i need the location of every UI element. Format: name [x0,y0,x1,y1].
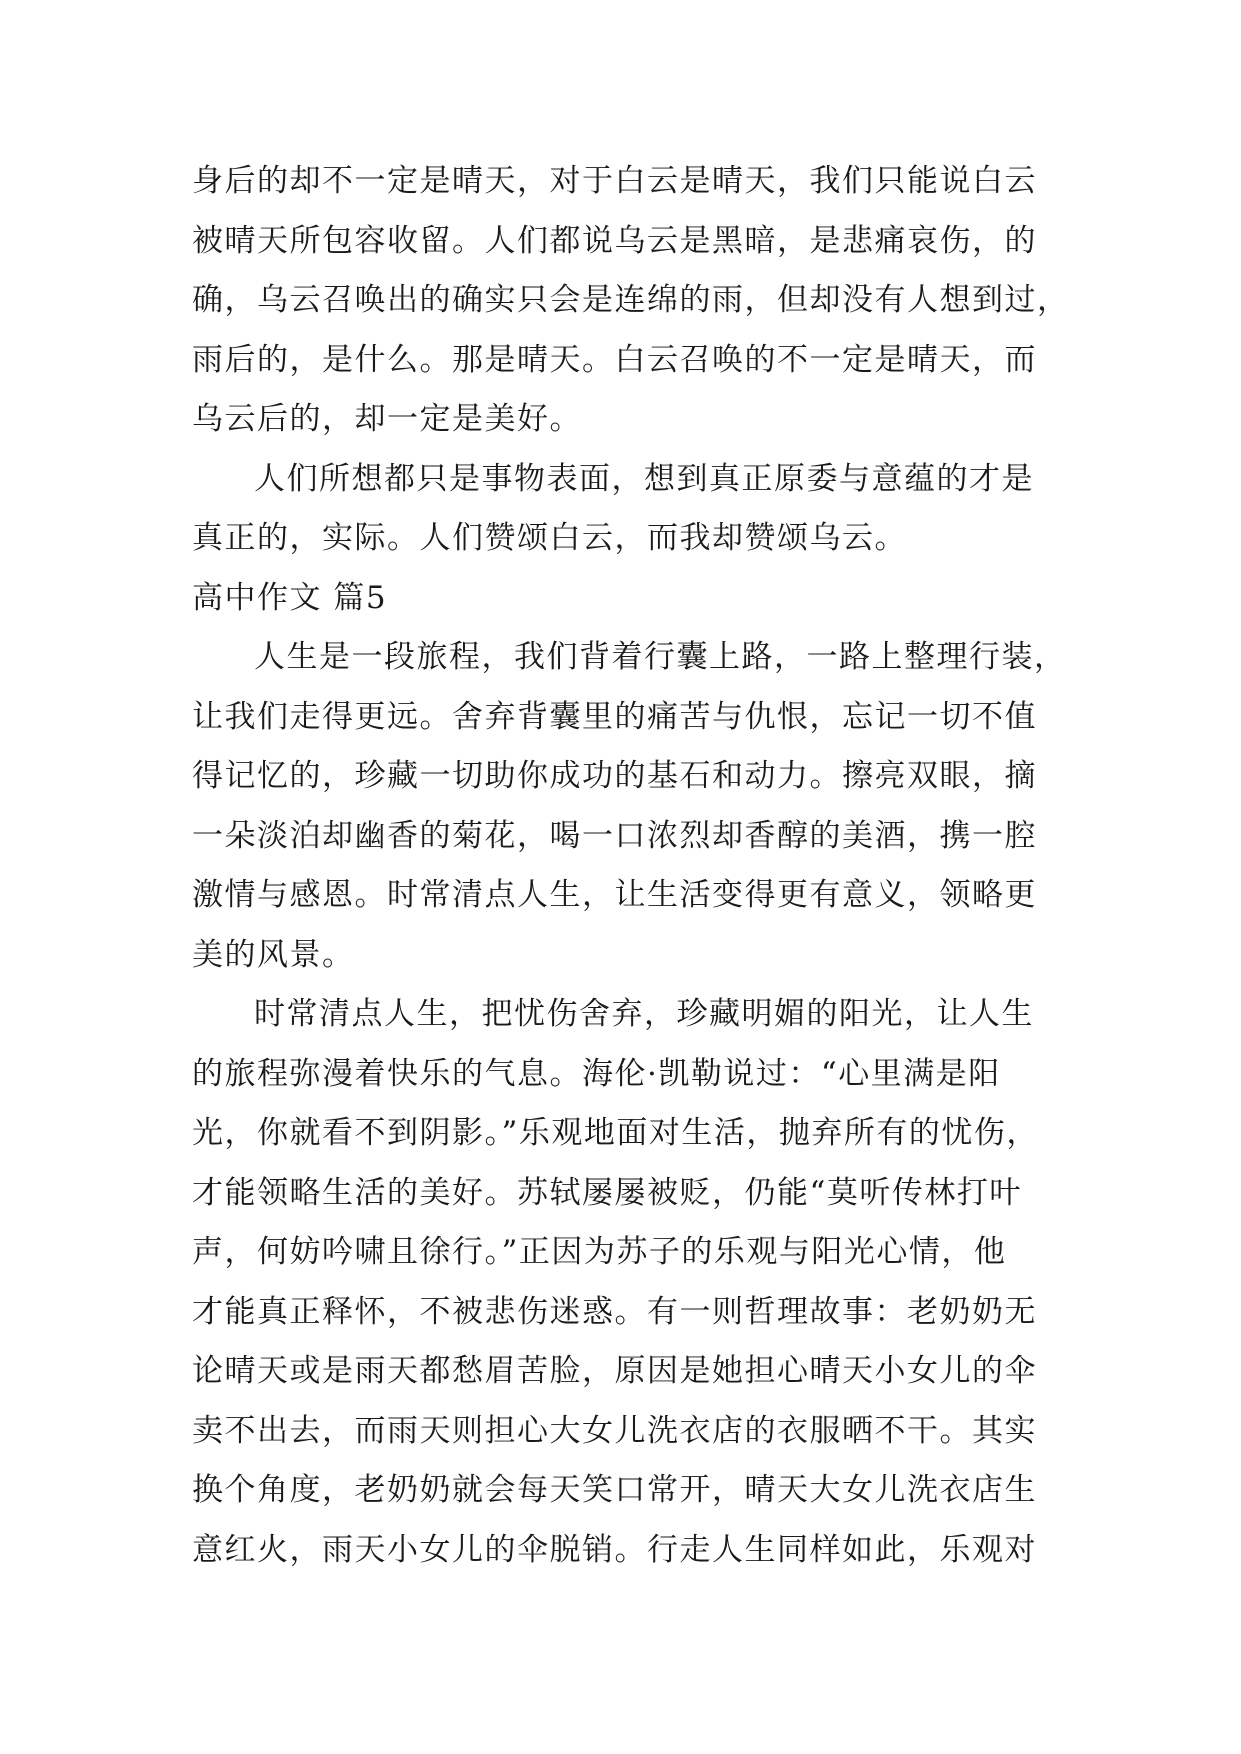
paragraph-journey [192,628,1072,985]
text-line: 论晴天或是雨天都愁眉苦脸，原因是她担心晴天小女儿的伞 [192,1353,1037,1389]
text-line: 人生是一段旅程，我们背着行囊上路，一路上整理行装， [254,639,1067,675]
text-line: 卖不出去，而雨天则担心大女儿洗衣店的衣服晒不干。其实 [192,1412,1037,1449]
text-line: 得记忆的，珍藏一切助你成功的基石和动力。擦亮双眼，摘 [192,758,1037,794]
text-line: 让我们走得更远。舍弃背囊里的痛苦与仇恨，忘记一切不值 [192,698,1037,735]
text-line: 激情与感恩。时常清点人生，让生活变得更有意义，领略更 [192,877,1037,913]
essay-body [192,152,1072,1580]
text-line: 人们所想都只是事物表面，想到真正原委与意蕴的才是 [254,460,1034,497]
text-line: 的旅程弥漫着快乐的气息。海伦·凯勒说过：“心里满是阳 [192,1055,1001,1092]
section-heading: 高中作文 篇5 [192,579,388,616]
text-line: 才能领略生活的美好。苏轼屡屡被贬，仍能“莫听传林打叶 [192,1174,1022,1211]
text-line: 才能真正释怀，不被悲伤迷惑。有一则哲理故事：老奶奶无 [192,1293,1037,1330]
paragraph-closing [192,450,1072,569]
text-line: 雨后的，是什么。那是晴天。白云召唤的不一定是晴天，而 [192,341,1037,378]
paragraph-continued [192,152,1072,450]
text-line: 被晴天所包容收留。人们都说乌云是黑暗，是悲痛哀伤，的 [192,222,1037,259]
text-line: 身后的却不一定是晴天，对于白云是晴天，我们只能说白云 [192,163,1037,199]
text-line: 换个角度，老奶奶就会每天笑口常开，晴天大女儿洗衣店生 [192,1472,1037,1508]
text-line: 声，何妨吟啸且徐行。”正因为苏子的乐观与阳光心情，他 [192,1234,1007,1270]
text-line: 一朵淡泊却幽香的菊花，喝一口浓烈却香醇的美酒，携一腔 [192,817,1037,854]
text-line: 光，你就看不到阴影。”乐观地面对生活，抛弃所有的忧伤， [192,1115,1039,1151]
text-line: 时常清点人生，把忧伤舍弃，珍藏明媚的阳光，让人生 [254,996,1034,1032]
text-line: 美的风景。 [192,936,355,973]
text-line: 确，乌云召唤出的确实只会是连绵的雨，但却没有人想到过， [192,282,1070,318]
text-line: 意红火，雨天小女儿的伞脱销。行走人生同样如此，乐观对 [192,1531,1037,1568]
text-line: 乌云后的，却一定是美好。 [192,401,582,437]
paragraph-sunshine [192,985,1072,1580]
text-line: 真正的，实际。人们赞颂白云，而我却赞颂乌云。 [192,520,907,556]
